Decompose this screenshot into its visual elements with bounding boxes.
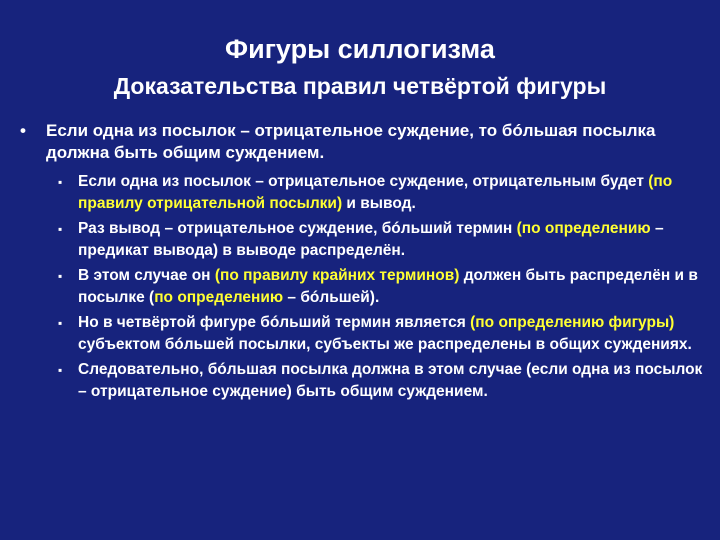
highlighted-text: (по определению фигуры) <box>470 314 675 331</box>
sub-bullet-list <box>58 171 710 403</box>
sub-bullet-marker: ▪ <box>58 269 63 283</box>
text-run: Следовательно, бóльшая посылка должна в этом случае (если одна из посылок – отрицательное суждение) быть общим суждением. <box>78 361 703 400</box>
sub-bullet-text <box>78 361 702 400</box>
sub-bullet-marker: ▪ <box>58 222 63 236</box>
bullet-marker: • <box>20 121 26 140</box>
text-run: субъектом бóльшей посылки, субъекты же распределены в общих суждениях. <box>78 336 692 353</box>
main-bullet <box>20 120 710 164</box>
sub-bullet <box>58 312 710 356</box>
sub-bullet-text <box>78 173 672 212</box>
sub-bullet <box>58 218 710 262</box>
highlighted-text: по определению <box>154 289 284 306</box>
highlighted-text: (по правилу крайних терминов) <box>214 267 460 284</box>
sub-bullet-marker: ▪ <box>58 175 63 189</box>
text-run: Если одна из посылок – отрицательное суждение, отрицательным будет <box>78 173 649 190</box>
slide-title: Фигуры силлогизма <box>225 34 495 64</box>
sub-bullet <box>58 359 710 403</box>
highlighted-text: (по определению <box>516 220 651 237</box>
sub-bullet <box>58 171 710 215</box>
main-bullet-text: Если одна из посылок – отрицательное суждение, то бóльшая посылка должна быть общим суждением. <box>46 121 656 162</box>
text-run: Но в четвёртой фигуре бóльший термин является <box>78 314 471 331</box>
text-run: должен быть распределён и в посылке ( <box>78 267 698 306</box>
text-run: Раз вывод – отрицательное суждение, бóльший термин <box>78 220 517 237</box>
text-run: – бóльшей). <box>283 289 380 306</box>
text-run: В этом случае он <box>78 267 215 284</box>
sub-bullet-text <box>78 267 698 306</box>
slide-content <box>20 120 710 406</box>
sub-bullet-marker: ▪ <box>58 363 63 377</box>
sub-bullet-marker: ▪ <box>58 316 63 330</box>
slide-subtitle: Доказательства правил четвёртой фигуры <box>113 73 607 99</box>
sub-bullet-text <box>78 314 692 353</box>
text-run: и вывод. <box>342 195 416 212</box>
sub-bullet <box>58 265 710 309</box>
highlighted-text: (по правилу отрицательной посылки) <box>78 173 673 212</box>
sub-bullet-text <box>78 220 664 259</box>
text-run: – предикат вывода) в выводе распределён. <box>78 220 664 259</box>
